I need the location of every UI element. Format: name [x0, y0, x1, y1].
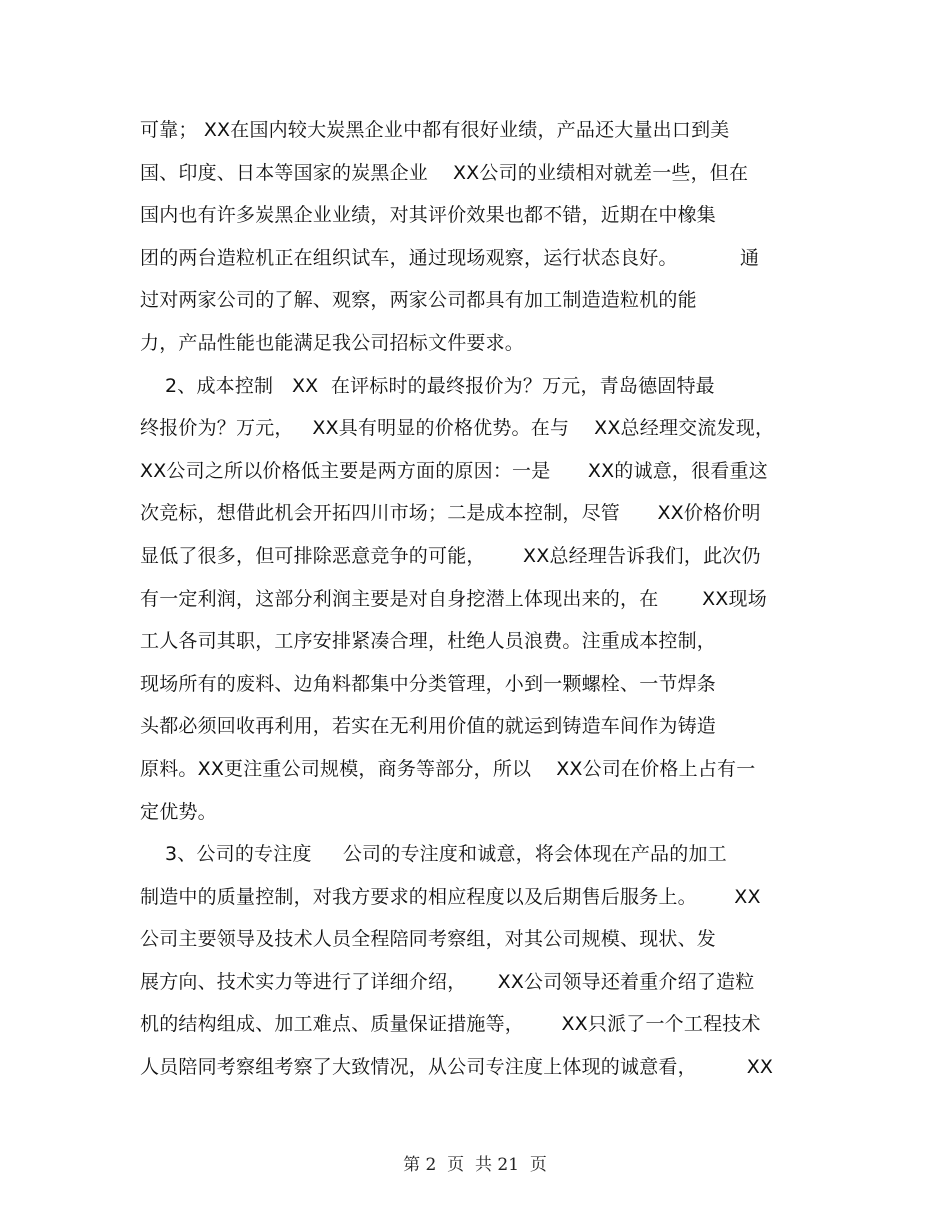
text-line: 展方向、技术实力等进行了详细介绍， XX公司领导还着重介绍了造粒 — [140, 970, 755, 993]
text-line: 制造中的质量控制，对我方要求的相应程度以及后期售后服务上。 XX — [140, 885, 761, 908]
text-line: 定优势。 — [140, 800, 217, 823]
text-line: 工人各司其职，工序安排紧凑合理，杜绝人员浪费。注重成本控制， — [140, 630, 717, 653]
text-line: 国内也有许多炭黑企业业绩，对其评价效果也都不错，近期在中橡集 — [140, 204, 717, 227]
text-line: 过对两家公司的了解、观察，两家公司都具有加工制造造粒机的能 — [140, 289, 697, 312]
text-line: 团的两台造粒机正在组织试车，通过现场观察，运行状态良好。 通 — [140, 246, 760, 269]
text-line: 头都必须回收再利用，若实在无利用价值的就运到铸造车间作为铸造 — [140, 715, 717, 738]
text-line: 国、印度、日本等国家的炭黑企业 XX公司的业绩相对就差一些，但在 — [140, 161, 749, 184]
section-2-heading-line: 2、成本控制 XX 在评标时的最终报价为？万元，青岛德固特最 — [140, 374, 715, 397]
text-line: 可靠； XX在国内较大炭黑企业中都有很好业绩，产品还大量出口到美 — [140, 119, 730, 141]
text-line: 机的结构组成、加工难点、质量保证措施等， XX只派了一个工程技术 — [140, 1013, 761, 1036]
text-line: 公司主要领导及技术人员全程陪同考察组，对其公司规模、现状、发 — [140, 928, 717, 951]
text-line: 力，产品性能也能满足我公司招标文件要求。 — [140, 331, 525, 354]
text-line: 终报价为？万元， XX具有明显的价格优势。在与 XX总经理交流发现， — [140, 417, 775, 440]
text-line: 人员陪同考察组考察了大致情况，从公司专注度上体现的诚意看， XX — [140, 1056, 774, 1079]
text-line: 显低了很多，但可排除恶意竞争的可能， XX总经理告诉我们，此次仍 — [140, 544, 761, 567]
text-line: XX公司之所以价格低主要是两方面的原因：一是 XX的诚意，很看重这 — [140, 459, 768, 482]
page-number-footer: 第 2 页 共 21 页 — [403, 1155, 547, 1175]
section-3-heading-line: 3、公司的专注度 公司的专注度和诚意，将会体现在产品的加工 — [140, 843, 727, 866]
document-body — [140, 109, 820, 1089]
text-line: 次竞标，想借此机会开拓四川市场；二是成本控制，尽管 XX价格价明 — [140, 502, 761, 525]
text-line: 有一定利润，这部分利润主要是对自身挖潜上体现出来的，在 XX现场 — [140, 587, 767, 610]
text-line: 原料。XX更注重公司规模，商务等部分，所以 XX公司在价格上占有一 — [140, 757, 756, 780]
text-line: 现场所有的废料、边角料都集中分类管理，小到一颗螺栓、一节焊条 — [140, 672, 717, 695]
